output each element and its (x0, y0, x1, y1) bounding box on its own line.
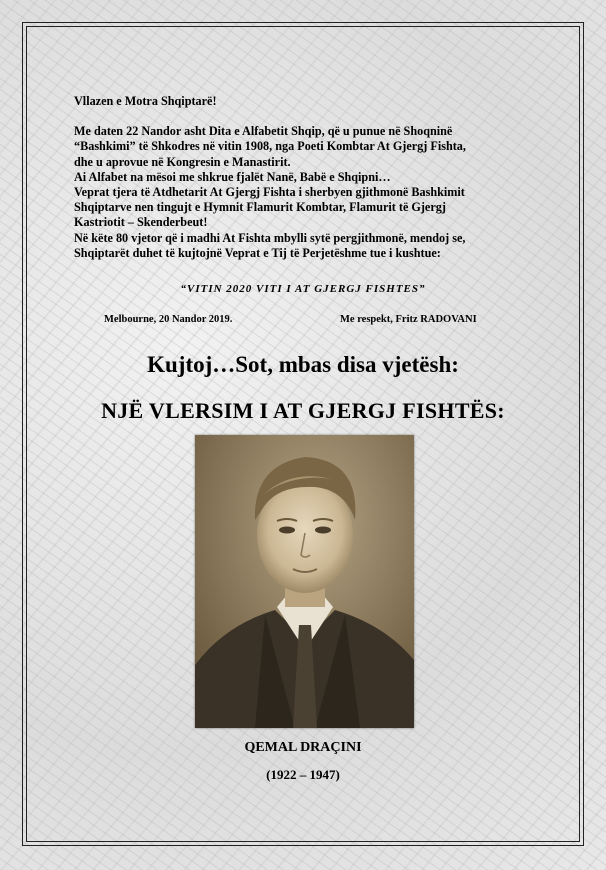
portrait-name: QEMAL DRAÇINI (244, 740, 362, 755)
letter-line: Me daten 22 Nandor asht Dita e Alfabetit Shqip, që u punue në Shoqninë (74, 124, 453, 139)
portrait-years: (1922 – 1947) (266, 767, 340, 782)
letter-line: “Bashkimi” të Shkodres në vitin 1908, nga Poeti Kombtar At Gjergj Fishta, (74, 139, 466, 154)
letter-greeting: Vllazen e Motra Shqiptarë! (74, 94, 217, 108)
dedication-slogan: “VITIN 2020 VITI I AT GJERGJ FISHTES” (180, 283, 426, 295)
portrait-photo (195, 435, 414, 728)
page-title: Kujtoj…Sot, mbas disa vjetësh: (147, 352, 459, 377)
letter-line: Kastriotit – Skenderbeut! (74, 215, 208, 230)
letter-dateline: Melbourne, 20 Nandor 2019. (104, 314, 233, 325)
letter-body (74, 94, 544, 261)
letter-line: Në këte 80 vjetor që i madhi At Fishta mbylli sytë pergjithmonë, mendoj se, (74, 230, 466, 245)
letter-signature: Me respekt, Fritz RADOVANI (340, 314, 477, 325)
letter-line: dhe u aprovue në Kongresin e Manastirit. (74, 154, 291, 169)
letter-line: Shqiptarve nen tingujt e Hymnit Flamurit Kombtar, Flamurit të Gjergj (74, 200, 446, 215)
page-subtitle: NJË VLERSIM I AT GJERGJ FISHTËS: (101, 398, 505, 423)
letter-line: Ai Alfabet na mësoi me shkrue fjalët Nanë, Babë e Shqipni… (74, 169, 391, 184)
letter-line: Shqiptarët duhet të kujtojnë Veprat e Tij të Perjetëshme tue i kushtue: (74, 245, 441, 260)
letter-line: Veprat tjera të Atdhetarit At Gjergj Fishta i sherbyen gjithmonë Bashkimit (74, 185, 465, 200)
portrait-illustration (195, 435, 414, 728)
